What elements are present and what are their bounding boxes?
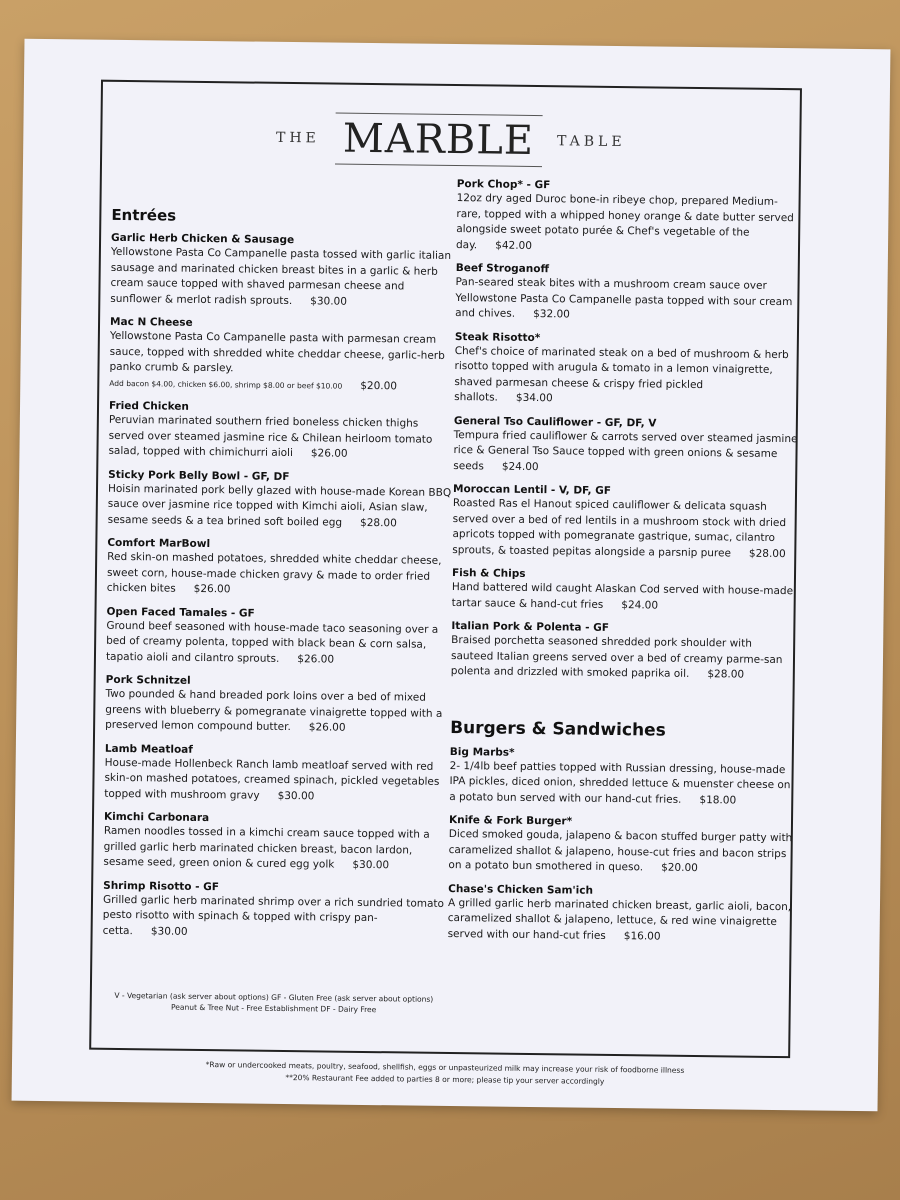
menu-item-price: $28.00: [360, 516, 397, 529]
menu-item-name: Sticky Pork Belly Bowl - GF, DF: [108, 468, 290, 483]
menu-item-name: Lamb Meatloaf: [104, 742, 193, 756]
menu-item: [106, 605, 452, 669]
menu-item-price: $28.00: [748, 547, 786, 560]
footer-fee-note: **20% Restaurant Fee added to parties 8 or more; please tip your server accordingly: [285, 1073, 605, 1086]
menu-item-description: [452, 496, 798, 562]
menu-item-description-text: 2- 1/4lb beef patties topped with Russian dressing, house-made IPA pickles, diced onion, shredded lettuce & muenster cheese on a potato bun served with our hand-cut fries.: [449, 759, 791, 806]
menu-item-price: $26.00: [297, 652, 335, 666]
menu-item: [448, 814, 794, 878]
menu-item-description-text: Grilled garlic herb marinated shrimp over a rich sundried tomato pesto risotto with spinach & topped with crispy pan-cetta.: [102, 893, 445, 937]
menu-item: [107, 537, 453, 601]
menu-item-description: [449, 758, 795, 809]
right-item-list: [451, 178, 802, 684]
menu-item-name: Fish & Chips: [451, 567, 526, 580]
logo-marble: MARBLE: [335, 113, 543, 168]
menu-item-description-text: Red skin-on mashed potatoes, shredded white cheddar cheese, sweet corn, house-made chicken gravy & made to order fried chicken bites: [106, 550, 442, 595]
menu-item-description: [104, 755, 450, 806]
menu-item-name: Garlic Herb Chicken & Sausage: [111, 231, 295, 247]
menu-item-description-text: Ramen noodles tossed in a kimchi cream sauce topped with a grilled garlic herb marinated chicken breast, bacon lardon, sesame seed, green onion & cured egg yolk: [103, 824, 430, 871]
menu-item-price: $18.00: [699, 793, 737, 807]
menu-item: [109, 316, 455, 395]
menu-item-description: [103, 892, 449, 943]
menu-item-name: Pork Chop* - GF: [456, 178, 551, 192]
menu-item-name: Mac N Cheese: [109, 315, 193, 329]
menu-item-name: Shrimp Risotto - GF: [103, 879, 220, 893]
menu-item-description: [451, 633, 797, 684]
menu-item-name: Kimchi Carbonara: [103, 810, 210, 825]
menu-item: [452, 483, 798, 562]
menu-item-description-text: Two pounded & hand breaded pork loins over a bed of mixed greens with blueberry & pomegranate vinaigrette topped with a preserved lemon compound butter.: [105, 687, 443, 734]
left-column: [102, 206, 456, 952]
logo-table: TABLE: [557, 133, 626, 151]
menu-item: [108, 468, 454, 532]
menu-item-price: $26.00: [193, 582, 231, 596]
menu-item-description: [455, 275, 801, 326]
burger-item-list: [448, 745, 795, 946]
menu-item-addons: Add bacon $4.00, chicken $6.00, shrimp $8.00 or beef $10.00: [109, 378, 343, 391]
menu-item-description-text: House-made Hollenbeck Ranch lamb meatloaf served with red skin-on mashed potatoes, creamed spinach, pickled vegetables topped with mushroom gravy: [104, 756, 440, 802]
menu-item-price: $24.00: [621, 598, 659, 612]
menu-item-description-text: Diced smoked gouda, jalapeno & bacon stuffed burger patty with caramelized shallot & jalapeno, house-cut fries and bacon strips on a potato bun smothered in queso.: [448, 827, 793, 874]
menu-item-description: [454, 344, 800, 410]
menu-footer: [12, 1057, 878, 1092]
legend-line-2: Peanut & Tree Nut - Free Establishment DF - Dairy Free: [171, 1002, 377, 1015]
menu-item-description: [106, 618, 452, 669]
menu-item: [103, 811, 449, 875]
footer-disclaimer: *Raw or undercooked meats, poultry, seafood, shellfish, eggs or unpasteurized milk may increase your risk of foodborne illness: [205, 1060, 685, 1075]
menu-item-price: $20.00: [661, 861, 698, 875]
menu-item-description-text: Pan-seared steak bites with a mushroom cream sauce over Yellowstone Pasta Co Campanelle pasta topped with sour cream and chives.: [455, 276, 793, 320]
menu-item-name: Open Faced Tamales - GF: [106, 605, 255, 620]
legend-line-1: V - Vegetarian (ask server about options) GF - Gluten Free (ask server about options): [114, 990, 434, 1004]
menu-item-description: [110, 245, 456, 311]
menu-item: [103, 879, 449, 943]
menu-item-name: Big Marbs*: [449, 745, 515, 759]
menu-item: [105, 674, 451, 738]
menu-item-description: [107, 550, 453, 601]
menu-item-price: $16.00: [623, 929, 661, 943]
menu-item-description-text: Yellowstone Pasta Co Campanelle pasta tossed with garlic italian sausage and marinated chicken breast bites in a garlic & herb cream sauce topped with shaved parmesan cheese and sunflower & merlot radish sprouts.: [110, 245, 452, 307]
right-column: [447, 178, 801, 955]
menu-item-description: [108, 413, 454, 464]
menu-item-name: Pork Schnitzel: [105, 673, 191, 687]
menu-item-price: $32.00: [533, 307, 570, 321]
menu-item-description: [448, 827, 794, 878]
menu-item-name: Knife & Fork Burger*: [448, 813, 573, 828]
menu-item-price: $30.00: [352, 858, 390, 872]
menu-item-price: $42.00: [495, 239, 533, 252]
menu-item-description-text: Hoisin marinated pork belly glazed with house-made Korean BBQ sauce over jasmine rice topped with Kimchi aioli, Asian slaw, sesame seeds & a tea brined soft boiled egg: [107, 482, 452, 529]
menu-item-description-text: Tempura fried cauliflower & carrots served over steamed jasmine rice & General Tso Sauce topped with green onions & sesame seeds: [453, 428, 798, 472]
menu-item-price: $26.00: [310, 447, 348, 460]
menu-item: [452, 567, 798, 615]
menu-item-description: [448, 895, 794, 946]
menu-item-name: Italian Pork & Polenta - GF: [451, 620, 610, 634]
menu-item: [451, 620, 797, 684]
menu-item-description-text: Ground beef seasoned with house-made taco seasoning over a bed of creamy polenta, topped with black bean & corn salsa, tapatio aioli and cilantro sprouts.: [105, 619, 439, 665]
menu-item-price: $30.00: [277, 789, 315, 802]
menu-item: [448, 882, 794, 946]
menu-item-description-text: Braised porchetta seasoned shredded pork shoulder with sauteed Italian greens served over a bed of creamy parme-san polenta and drizzled with smoked paprika oil.: [450, 634, 783, 680]
menu-item-description-text: A grilled garlic herb marinated chicken breast, garlic aioli, bacon, caramelized shallot & jalapeno, lettuce, & red wine vinaigrette served with our hand-cut fries: [447, 896, 792, 942]
menu-sheet: [12, 39, 891, 1112]
menu-item-description-text: Chef's choice of marinated steak on a bed of mushroom & herb risotto topped with arugula & tomato in a lemon vinaigrette, shaved parmesan cheese & crispy fried pickled shallots.: [454, 344, 789, 404]
menu-item-name: Steak Risotto*: [454, 330, 541, 344]
menu-item-price: $26.00: [308, 721, 346, 734]
menu-item-price: $34.00: [515, 391, 553, 405]
menu-item: [455, 262, 801, 326]
menu-item-description: [452, 580, 797, 615]
menu-item-description: [105, 687, 451, 738]
menu-item-name: Beef Stroganoff: [455, 262, 550, 276]
menu-item-name: Moroccan Lentil - V, DF, GF: [452, 483, 612, 497]
menu-item: [453, 415, 799, 479]
menu-item: [110, 232, 456, 311]
menu-item-description-text: 12oz dry aged Duroc bone-in ribeye chop, prepared Medium-rare, topped with a whipped honey orange & date butter served alongside sweet potato purée & Chef's vegetable of the day.: [455, 192, 794, 251]
menu-frame: [89, 80, 802, 1058]
menu-item-price: $20.00: [360, 379, 398, 392]
menu-item: [108, 400, 454, 464]
logo-the: THE: [275, 129, 320, 147]
diet-legend: [84, 990, 464, 1017]
menu-item-description: [109, 329, 455, 395]
menu-item: [456, 178, 802, 257]
menu-item-price: $30.00: [150, 924, 188, 938]
menu-item-name: General Tso Cauliflower - GF, DF, V: [453, 414, 657, 429]
menu-item-price: $24.00: [501, 460, 539, 473]
menu-item-description: [453, 428, 799, 479]
menu-item-description-text: Yellowstone Pasta Co Campanelle pasta with parmesan cream sauce, topped with shredded white cheddar cheese, garlic-herb panko crumb & parsley.: [109, 329, 445, 375]
menu-item-description-text: Peruvian marinated southern fried boneless chicken thighs served over steamed jasmine rice & Chilean heirloom tomato salad, topped with chimichurri aioli: [108, 413, 433, 460]
entrees-heading: Entrées: [111, 205, 177, 225]
menu-item-name: Chase's Chicken Sam'ich: [448, 882, 594, 897]
menu-item-price: $30.00: [310, 294, 348, 308]
menu-item-price: $28.00: [707, 668, 745, 681]
menu-item-name: Fried Chicken: [108, 399, 189, 413]
burgers-heading: Burgers & Sandwiches: [450, 717, 666, 741]
left-item-list: [103, 232, 457, 943]
menu-item: [104, 742, 450, 806]
restaurant-logo: [102, 110, 800, 171]
menu-item-name: Comfort MarBowl: [107, 536, 211, 551]
menu-item-description: [108, 481, 454, 532]
menu-item: [449, 745, 795, 809]
menu-item-description: [103, 824, 449, 875]
menu-item-description-text: Hand battered wild caught Alaskan Cod served with house-made tartar sauce & hand-cut fries: [451, 581, 794, 611]
menu-item-description-text: Roasted Ras el Hanout spiced cauliflower & delicata squash served over a bed of red lentils in a mushroom stock with dried apricots topped with pomegranate gastrique, sumac, cilantro sprouts, & toasted pepitas alongside a parsnip puree: [452, 497, 787, 559]
menu-item: [454, 331, 800, 410]
menu-item-description: [456, 191, 802, 257]
